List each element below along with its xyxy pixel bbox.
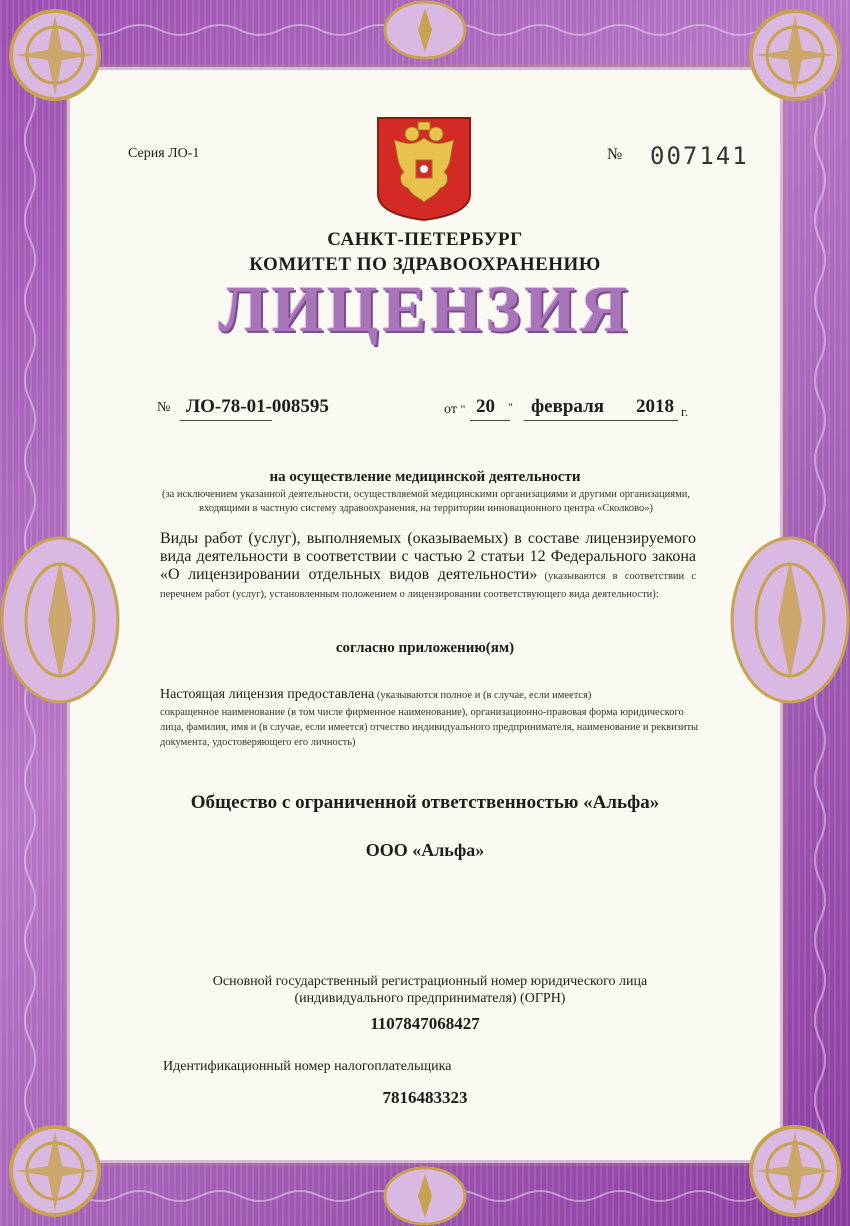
corner-ornament-top-left	[0, 0, 130, 130]
inn-value: 7816483323	[382, 1088, 468, 1107]
company-short-name: ООО «Альфа»	[365, 840, 485, 860]
issuer-city: САНКТ-ПЕТЕРБУРГ	[327, 229, 523, 250]
side-ornament-right	[710, 520, 850, 720]
top-ornament	[380, 0, 470, 70]
issuer-committee: КОМИТЕТ ПО ЗДРАВООХРАНЕНИЮ	[249, 254, 601, 275]
quote-open: "	[460, 402, 466, 416]
number-sign: №	[607, 146, 623, 163]
activity-exclusion: (за исключением указанной деятельности, осуществляемой медицинскими организациями и другими организациями, входящими в частную систему здравоохранения, на территории инновационного центра «Сколково»)	[161, 489, 691, 514]
corner-ornament-top-right	[720, 0, 850, 130]
granted-continuation: сокращенное наименование (в том числе фирменное наименование), организационно-правовая форма юридического лица, фамилия, имя и (в случае, если имеется) отчество индивидуального предпринимателя, наименование и реквизиты документа, удостоверяющего его личность)	[160, 707, 699, 748]
license-day: 20	[476, 396, 495, 417]
granted-paragraph	[160, 686, 696, 704]
month-year-underline	[524, 420, 678, 421]
quote-close: "	[508, 400, 513, 414]
day-underline	[470, 420, 510, 421]
coat-of-arms-emblem	[376, 116, 472, 222]
year-suffix: г.	[681, 404, 689, 419]
activity-title: на осуществление медицинской деятельности	[269, 469, 581, 485]
date-from-label	[444, 402, 465, 418]
from-word: от	[444, 402, 457, 417]
blank-number: 007141	[650, 142, 749, 170]
side-ornament-left	[0, 520, 140, 720]
license-year: 2018	[636, 396, 674, 417]
license-number-underline	[180, 420, 272, 421]
license-month: февраля	[531, 396, 605, 417]
granted-note: (указываются полное и (в случае, если имеется)	[374, 690, 592, 701]
bottom-ornament	[380, 1156, 470, 1226]
works-paragraph	[160, 530, 696, 602]
company-full-name: Общество с ограниченной ответственностью «Альфа»	[190, 792, 660, 813]
granted-main-text: Настоящая лицензия предоставлена	[160, 687, 375, 702]
works-main-text: Виды работ (услуг), выполняемых (оказываемых) в составе лицензируемого вида деятельности в соответствии с частью 2 статьи 12 Федерального закона «О лицензировании отдельных видов деятельности»	[160, 530, 696, 583]
license-number-label: №	[157, 400, 171, 415]
document-title: ЛИЦЕНЗИЯ	[218, 273, 632, 346]
inn-label: Идентификационный номер налогоплательщика	[163, 1059, 452, 1074]
according-to-appendix: согласно приложению(ям)	[335, 640, 515, 656]
series-label: Серия ЛО-1	[128, 146, 200, 161]
ogrn-value: 1107847068427	[370, 1014, 480, 1033]
license-number: ЛО-78-01-008595	[186, 396, 329, 417]
works-note: (указываются в соответствии с перечнем работ (услуг), установленным положением о лицензировании соответствующего вида деятельности):	[160, 571, 696, 600]
ogrn-label: Основной государственный регистрационный номер юридического лица (индивидуального предпринимателя) (ОГРН)	[212, 974, 648, 1006]
corner-ornament-bottom-left	[0, 1096, 130, 1226]
corner-ornament-bottom-right	[720, 1096, 850, 1226]
